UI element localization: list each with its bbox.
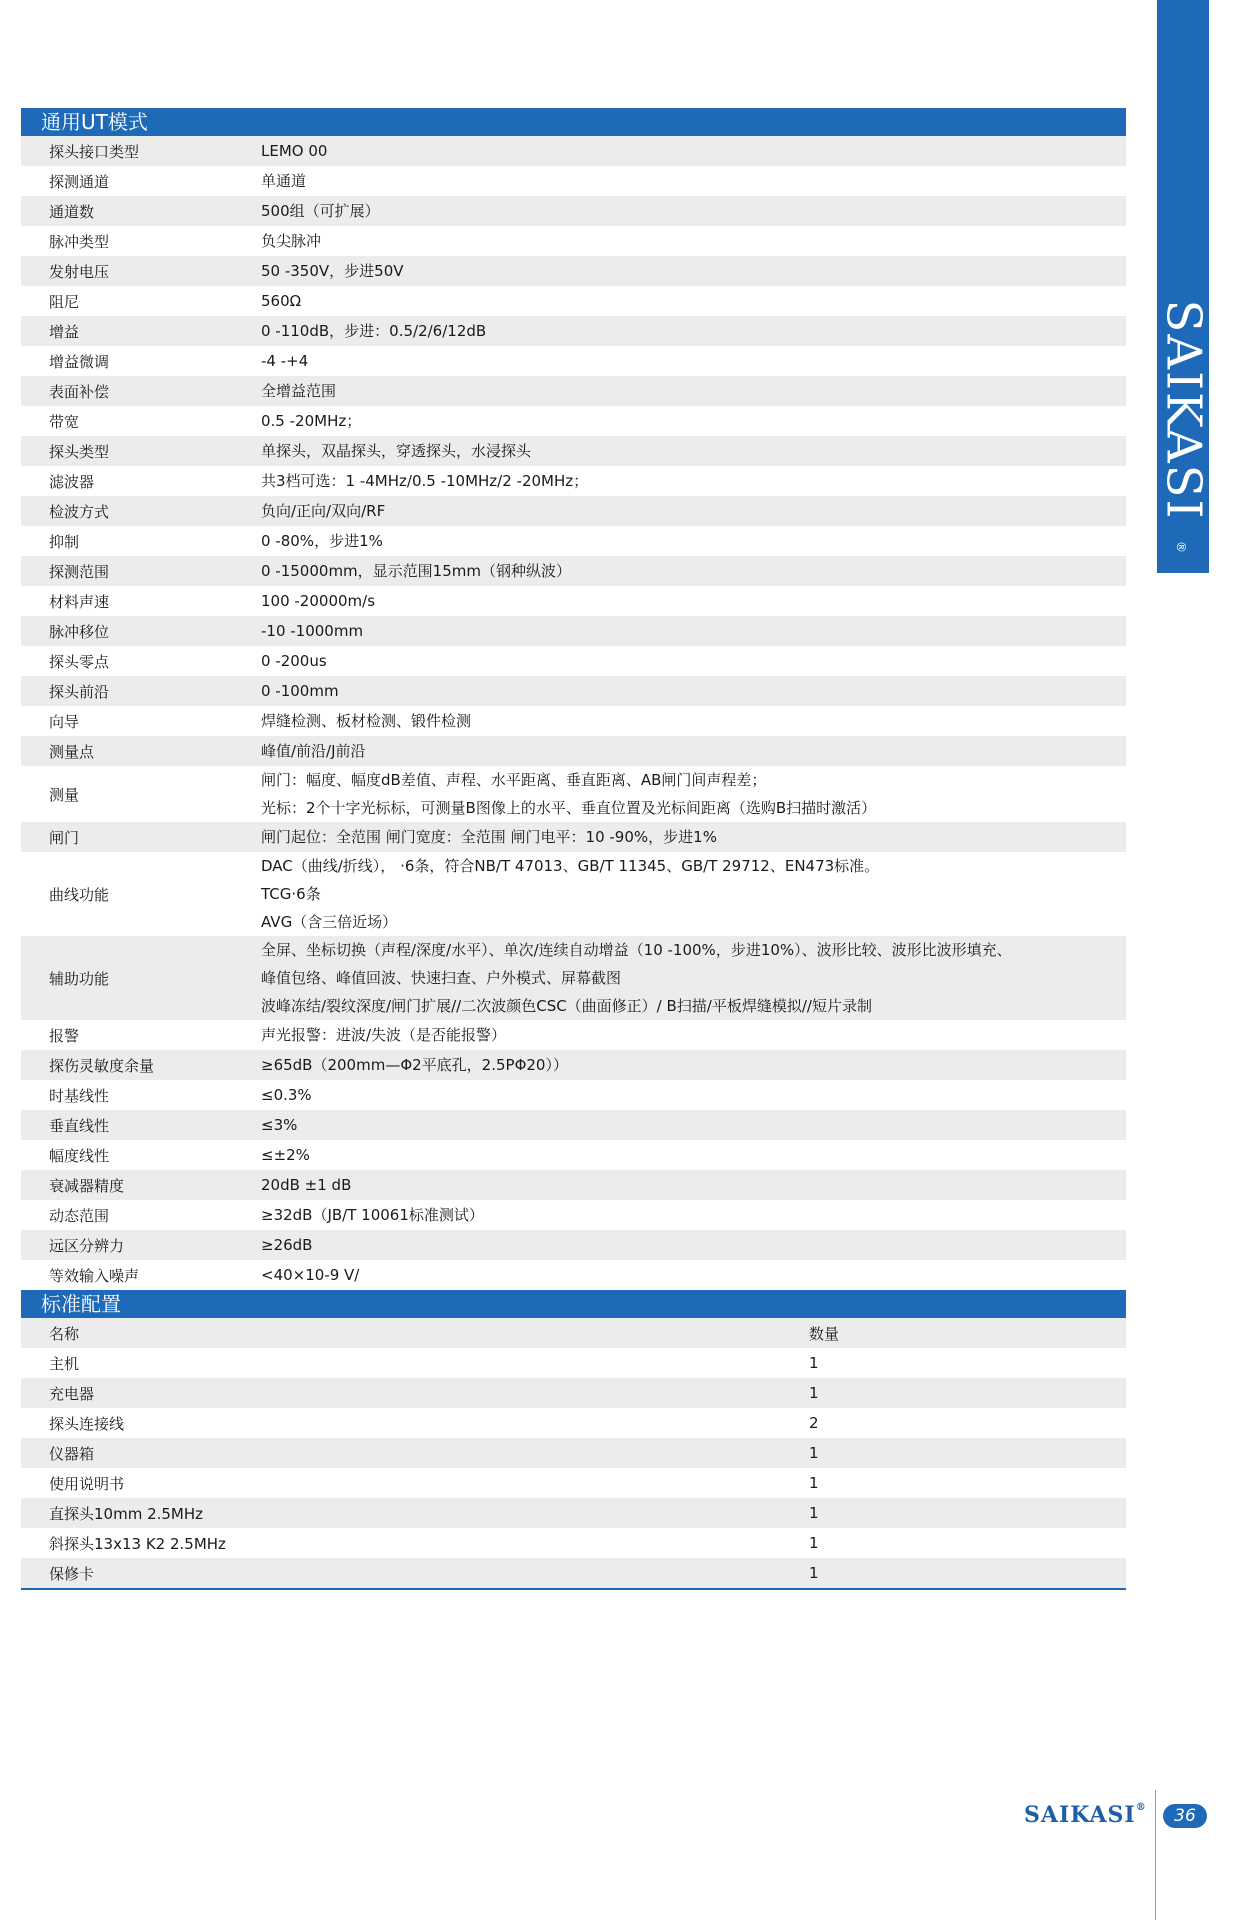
- spec-label: 等效输入噪声: [49, 1266, 140, 1285]
- spec-value: [255, 1141, 1126, 1169]
- spec-value: [255, 1171, 1126, 1199]
- spec-label: 增益微调: [49, 352, 110, 371]
- std-item-row: [21, 1408, 1126, 1438]
- spec-value-line: 20dB ±1 dB: [261, 1176, 352, 1194]
- std-section-title: 标准配置: [21, 1290, 1126, 1318]
- spec-value: [255, 737, 1126, 765]
- spec-row: [21, 936, 1126, 1020]
- spec-value: [255, 707, 1126, 735]
- spec-row: [21, 852, 1126, 936]
- spec-label: 垂直线性: [49, 1116, 110, 1135]
- footer-brand-reg: ®: [1135, 1802, 1147, 1813]
- spec-label: 动态范围: [49, 1206, 110, 1225]
- std-item-row: [21, 1348, 1126, 1378]
- spec-label: 探头零点: [49, 652, 110, 671]
- spec-value: [255, 227, 1126, 255]
- spec-value: [255, 137, 1126, 165]
- spec-value-line: 100 -20000m/s: [261, 592, 376, 610]
- std-item-name: 直探头10mm 2.5MHz: [49, 1504, 204, 1523]
- spec-table: [21, 136, 1126, 1290]
- spec-row: [21, 226, 1126, 256]
- spec-value-line: TCG·6条: [261, 885, 321, 903]
- spec-row: [21, 346, 1126, 376]
- std-item-qty: 1: [809, 1444, 819, 1462]
- std-item-qty: 1: [809, 1504, 819, 1522]
- spec-value-line: -4 -+4: [261, 352, 309, 370]
- spec-label: 向导: [49, 712, 80, 731]
- side-brand-tab: [1157, 0, 1209, 573]
- spec-label: 脉冲类型: [49, 232, 110, 251]
- std-item-name: 保修卡: [49, 1564, 95, 1583]
- spec-label: 远区分辨力: [49, 1236, 125, 1255]
- spec-row: [21, 646, 1126, 676]
- spec-row: [21, 256, 1126, 286]
- spec-row: [21, 1080, 1126, 1110]
- spec-row: [21, 406, 1126, 436]
- spec-label: 材料声速: [49, 592, 110, 611]
- spec-row: [21, 1260, 1126, 1290]
- std-item-row: [21, 1378, 1126, 1408]
- spec-value: [255, 497, 1126, 525]
- spec-label: 脉冲移位: [49, 622, 110, 641]
- spec-label: 发射电压: [49, 262, 110, 281]
- std-item-qty: 1: [809, 1474, 819, 1492]
- spec-row: [21, 136, 1126, 166]
- spec-value-line: 全屏、坐标切换（声程/深度/水平）、单次/连续自动增益（10 -100%，步进10%）、波形比较、波形比波形填充、: [261, 941, 1012, 959]
- spec-value-line: ≥26dB: [261, 1236, 313, 1254]
- spec-value: [255, 852, 1126, 936]
- spec-value-line: 0 -100mm: [261, 682, 339, 700]
- spec-value-line: 0 -110dB，步进：0.5/2/6/12dB: [261, 322, 487, 340]
- spec-value: [255, 167, 1126, 195]
- std-header-name: 名称: [49, 1324, 80, 1343]
- spec-label: 衰减器精度: [49, 1176, 125, 1195]
- spec-value: [255, 617, 1126, 645]
- spec-value: [255, 347, 1126, 375]
- spec-label: 抑制: [49, 532, 80, 551]
- spec-row: [21, 496, 1126, 526]
- spec-value-line: ≤3%: [261, 1116, 298, 1134]
- spec-value-line: ≥65dB（200mm—Φ2平底孔，2.5PΦ20））: [261, 1056, 568, 1074]
- spec-value: [255, 677, 1126, 705]
- spec-value: [255, 647, 1126, 675]
- spec-value-line: 焊缝检测、板材检测、锻件检测: [261, 712, 472, 730]
- spec-value: [255, 1051, 1126, 1079]
- spec-value: [255, 936, 1126, 1020]
- spec-row: [21, 616, 1126, 646]
- spec-value-line: DAC（曲线/折线）， ·6条，符合NB/T 47013、GB/T 11345、GB/T 29712、EN473标准。: [261, 857, 880, 875]
- spec-value-line: 560Ω: [261, 292, 302, 310]
- spec-label: 带宽: [49, 412, 80, 431]
- spec-value: [255, 467, 1126, 495]
- spec-label: 探伤灵敏度余量: [49, 1056, 155, 1075]
- spec-row: [21, 706, 1126, 736]
- spec-row: [21, 1200, 1126, 1230]
- spec-value-line: 50 -350V，步进50V: [261, 262, 404, 280]
- footer-brand: [1024, 1802, 1147, 1828]
- spec-value: [255, 197, 1126, 225]
- std-item-row: [21, 1468, 1126, 1498]
- footer-divider: [1155, 1790, 1156, 1920]
- spec-row: [21, 1020, 1126, 1050]
- spec-row: [21, 766, 1126, 822]
- spec-value: [255, 437, 1126, 465]
- std-item-qty: 1: [809, 1564, 819, 1582]
- spec-value-line: 闸门：幅度、幅度dB差值、声程、水平距离、垂直距离、AB闸门间声程差；: [261, 771, 767, 789]
- spec-label: 曲线功能: [49, 885, 110, 904]
- spec-row: [21, 676, 1126, 706]
- std-item-qty: 1: [809, 1384, 819, 1402]
- std-item-name: 主机: [49, 1354, 80, 1373]
- spec-value: [255, 317, 1126, 345]
- spec-row: [21, 822, 1126, 852]
- spec-label: 时基线性: [49, 1086, 110, 1105]
- spec-value-line: 单通道: [261, 172, 307, 190]
- spec-value: [255, 823, 1126, 851]
- side-brand-wordmark: [1157, 280, 1209, 540]
- spec-label: 报警: [49, 1026, 80, 1045]
- std-item-qty: 2: [809, 1414, 819, 1432]
- spec-value-line: 闸门起位：全范围 闸门宽度：全范围 闸门电平：10 -90%，步进1%: [261, 828, 717, 846]
- std-item-name: 斜探头13x13 K2 2.5MHz: [49, 1534, 226, 1553]
- spec-value-line: 500组（可扩展）: [261, 202, 380, 220]
- std-item-name: 探头连接线: [49, 1414, 125, 1433]
- spec-value: [255, 287, 1126, 315]
- std-item-row: [21, 1558, 1126, 1588]
- std-header-row: [21, 1318, 1126, 1348]
- spec-value-line: ≤0.3%: [261, 1086, 312, 1104]
- spec-row: [21, 1050, 1126, 1080]
- spec-value-line: 单探头，双晶探头，穿透探头，水浸探头: [261, 442, 532, 460]
- spec-label: 阻尼: [49, 292, 80, 311]
- spec-value: [255, 1111, 1126, 1139]
- spec-label: 滤波器: [49, 472, 95, 491]
- spec-value: [255, 527, 1126, 555]
- spec-row: [21, 556, 1126, 586]
- spec-row: [21, 196, 1126, 226]
- spec-row: [21, 1110, 1126, 1140]
- spec-label: 增益: [49, 322, 80, 341]
- spec-row: [21, 286, 1126, 316]
- spec-row: [21, 1230, 1126, 1260]
- spec-row: [21, 316, 1126, 346]
- spec-value: [255, 1231, 1126, 1259]
- spec-label: 探头类型: [49, 442, 110, 461]
- std-item-row: [21, 1528, 1126, 1558]
- spec-value-line: 0 -15000mm，显示范围15mm（钢种纵波）: [261, 562, 571, 580]
- spec-value-line: 0 -200us: [261, 652, 327, 670]
- spec-row: [21, 166, 1126, 196]
- spec-value-line: 波峰冻结/裂纹深度/闸门扩展//二次波颜色CSC（曲面修正）/ B扫描/平板焊缝模拟//短片录制: [261, 997, 872, 1015]
- spec-label: 探测通道: [49, 172, 110, 191]
- spec-label: 闸门: [49, 828, 80, 847]
- spec-value-line: 光标：2个十字光标标，可测量B图像上的水平、垂直位置及光标间距离（选购B扫描时激活）: [261, 799, 877, 817]
- spec-label: 测量: [49, 785, 80, 804]
- spec-label: 辅助功能: [49, 969, 110, 988]
- spec-value-line: 0 -80%，步进1%: [261, 532, 383, 550]
- std-item-row: [21, 1498, 1126, 1528]
- std-config-table: [21, 1318, 1126, 1588]
- spec-value: [255, 1201, 1126, 1229]
- spec-row: [21, 526, 1126, 556]
- spec-value-line: LEMO 00: [261, 142, 328, 160]
- spec-value: [255, 1261, 1126, 1289]
- spec-value-line: ≥32dB（JB/T 10061标准测试）: [261, 1206, 484, 1224]
- spec-label: 表面补偿: [49, 382, 110, 401]
- spec-value: [255, 257, 1126, 285]
- spec-value-line: 负向/正向/双向/RF: [261, 502, 386, 520]
- std-item-row: [21, 1438, 1126, 1468]
- spec-row: [21, 466, 1126, 496]
- std-header-qty: 数量: [809, 1324, 840, 1343]
- spec-label: 通道数: [49, 202, 95, 221]
- std-bottom-rule: [21, 1588, 1126, 1590]
- spec-label: 探头前沿: [49, 682, 110, 701]
- spec-value: [255, 557, 1126, 585]
- spec-row: [21, 736, 1126, 766]
- side-brand-reg: ®: [1174, 541, 1188, 553]
- side-brand-text: SAIKASI: [1155, 299, 1211, 521]
- spec-label: 检波方式: [49, 502, 110, 521]
- spec-value-line: 全增益范围: [261, 382, 337, 400]
- spec-value-line: -10 -1000mm: [261, 622, 364, 640]
- spec-value-line: 0.5 -20MHz；: [261, 412, 362, 430]
- spec-value: [255, 377, 1126, 405]
- ut-section-title: 通用UT模式: [21, 108, 1126, 136]
- spec-row: [21, 376, 1126, 406]
- spec-row: [21, 1140, 1126, 1170]
- spec-value-line: AVG（含三倍近场）: [261, 913, 398, 931]
- std-item-name: 使用说明书: [49, 1474, 125, 1493]
- spec-value-line: ≤±2%: [261, 1146, 310, 1164]
- spec-value-line: 峰值包络、峰值回波、快速扫查、户外模式、屏幕截图: [261, 969, 622, 987]
- footer-brand-text: SAIKASI: [1024, 1802, 1136, 1828]
- spec-label: 测量点: [49, 742, 95, 761]
- spec-value-line: 声光报警：进波/失波（是否能报警）: [261, 1026, 507, 1044]
- spec-value-line: 共3档可选：1 -4MHz/0.5 -10MHz/2 -20MHz；: [261, 472, 589, 490]
- spec-document: [21, 108, 1126, 1590]
- spec-label: 探测范围: [49, 562, 110, 581]
- std-item-qty: 1: [809, 1534, 819, 1552]
- std-item-qty: 1: [809, 1354, 819, 1372]
- spec-row: [21, 1170, 1126, 1200]
- spec-row: [21, 586, 1126, 616]
- std-item-name: 仪器箱: [49, 1444, 95, 1463]
- page-number: 36: [1163, 1804, 1207, 1828]
- spec-value: [255, 766, 1126, 822]
- spec-label: 探头接口类型: [49, 142, 140, 161]
- spec-value: [255, 587, 1126, 615]
- spec-value-line: 峰值/前沿/J前沿: [261, 742, 366, 760]
- spec-value: [255, 407, 1126, 435]
- spec-value-line: 负尖脉冲: [261, 232, 322, 250]
- spec-value: [255, 1021, 1126, 1049]
- spec-label: 幅度线性: [49, 1146, 110, 1165]
- spec-row: [21, 436, 1126, 466]
- std-item-name: 充电器: [49, 1384, 95, 1403]
- spec-value: [255, 1081, 1126, 1109]
- spec-value-line: <40×10-9 V/: [261, 1266, 360, 1284]
